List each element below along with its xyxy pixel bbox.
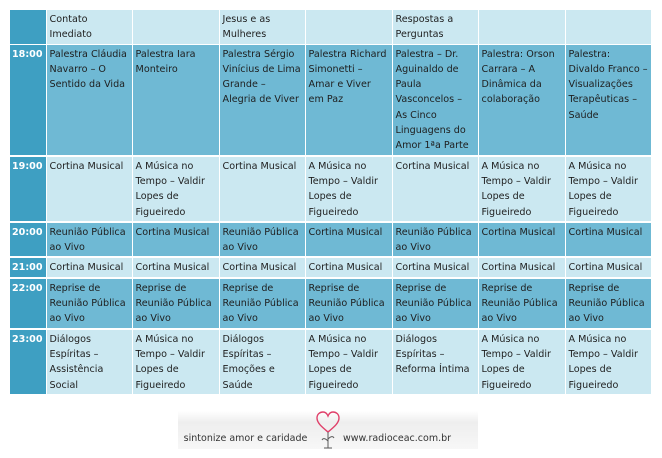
time-header-cell: [10, 10, 47, 45]
program-cell: A Música no Tempo – Valdir Lopes de Figueiredo: [479, 330, 566, 395]
time-cell: 21:00: [10, 258, 47, 278]
program-cell: Cortina Musical: [479, 223, 566, 259]
schedule-row: [10, 157, 652, 223]
program-cell: Cortina Musical: [393, 157, 479, 223]
program-cell: A Música no Tempo – Valdir Lopes de Figueiredo: [566, 157, 652, 223]
time-cell: 18:00: [10, 45, 47, 157]
schedule-row: [10, 223, 652, 259]
program-cell: Palestra: Divaldo Franco – Visualizações Terapêuticas – Saúde: [566, 45, 652, 157]
program-cell: Cortina Musical: [566, 223, 652, 259]
time-cell: 19:00: [10, 157, 47, 223]
time-cell: 23:00: [10, 330, 47, 395]
program-cell: Cortina Musical: [566, 258, 652, 278]
time-cell: 22:00: [10, 279, 47, 330]
program-cell: Palestra Iara Monteiro: [133, 45, 220, 157]
schedule-row: [10, 45, 652, 157]
schedule-row: [10, 330, 652, 395]
heart-flower-icon: [313, 408, 343, 452]
program-cell: Reprise de Reunião Pública ao Vivo: [479, 279, 566, 330]
program-cell: Reprise de Reunião Pública ao Vivo: [566, 279, 652, 330]
program-cell: Cortina Musical: [47, 157, 133, 223]
program-cell: A Música no Tempo – Valdir Lopes de Figueiredo: [306, 157, 393, 223]
schedule-row: [10, 279, 652, 330]
program-cell: Cortina Musical: [306, 223, 393, 259]
program-cell: Reprise de Reunião Pública ao Vivo: [47, 279, 133, 330]
program-cell: Reprise de Reunião Pública ao Vivo: [220, 279, 306, 330]
program-cell: A Música no Tempo – Valdir Lopes de Figueiredo: [566, 330, 652, 395]
slogan-text: sintonize amor e caridade: [183, 433, 308, 444]
program-cell: Palestra Cláudia Navarro – O Sentido da Vida: [47, 45, 133, 157]
schedule-row: [10, 258, 652, 278]
footer-banner: [178, 408, 478, 452]
header-cell: [566, 10, 652, 45]
program-cell: Palestra: Orson Carrara – A Dinâmica da colaboração: [479, 45, 566, 157]
header-cell: [133, 10, 220, 45]
program-cell: Diálogos Espíritas – Reforma Íntima: [393, 330, 479, 395]
header-row: [10, 10, 652, 45]
header-cell: Jesus e as Mulheres: [220, 10, 306, 45]
program-cell: Palestra – Dr. Aguinaldo de Paula Vasconcelos – As Cinco Linguagens do Amor 1ªa Parte: [393, 45, 479, 157]
program-cell: Cortina Musical: [393, 258, 479, 278]
header-cell: Contato Imediato: [47, 10, 133, 45]
header-cell: [306, 10, 393, 45]
program-cell: Cortina Musical: [220, 258, 306, 278]
program-cell: A Música no Tempo – Valdir Lopes de Figueiredo: [479, 157, 566, 223]
program-cell: Reprise de Reunião Pública ao Vivo: [306, 279, 393, 330]
program-cell: Cortina Musical: [133, 258, 220, 278]
header-cell: [479, 10, 566, 45]
website-link[interactable]: www.radioceac.com.br: [343, 433, 452, 444]
time-cell: 20:00: [10, 223, 47, 259]
header-cell: Respostas a Perguntas: [393, 10, 479, 45]
program-cell: Cortina Musical: [133, 223, 220, 259]
schedule-table: [10, 10, 652, 395]
program-cell: Cortina Musical: [47, 258, 133, 278]
program-cell: Cortina Musical: [479, 258, 566, 278]
program-cell: A Música no Tempo – Valdir Lopes de Figueiredo: [133, 157, 220, 223]
program-cell: Reunião Pública ao Vivo: [47, 223, 133, 259]
program-cell: A Música no Tempo – Valdir Lopes de Figueiredo: [306, 330, 393, 395]
program-cell: Diálogos Espíritas – Emoções e Saúde: [220, 330, 306, 395]
program-cell: Reprise de Reunião Pública ao Vivo: [393, 279, 479, 330]
program-cell: Cortina Musical: [220, 157, 306, 223]
program-cell: Palestra Sérgio Vinícius de Lima Grande – Alegria de Viver: [220, 45, 306, 157]
program-cell: Diálogos Espíritas – Assistência Social: [47, 330, 133, 395]
program-cell: Reprise de Reunião Pública ao Vivo: [133, 279, 220, 330]
program-cell: Reunião Pública ao Vivo: [220, 223, 306, 259]
program-cell: Palestra Richard Simonetti – Amar e Viver em Paz: [306, 45, 393, 157]
program-cell: A Música no Tempo – Valdir Lopes de Figueiredo: [133, 330, 220, 395]
program-cell: Reunião Pública ao Vivo: [393, 223, 479, 259]
program-cell: Cortina Musical: [306, 258, 393, 278]
